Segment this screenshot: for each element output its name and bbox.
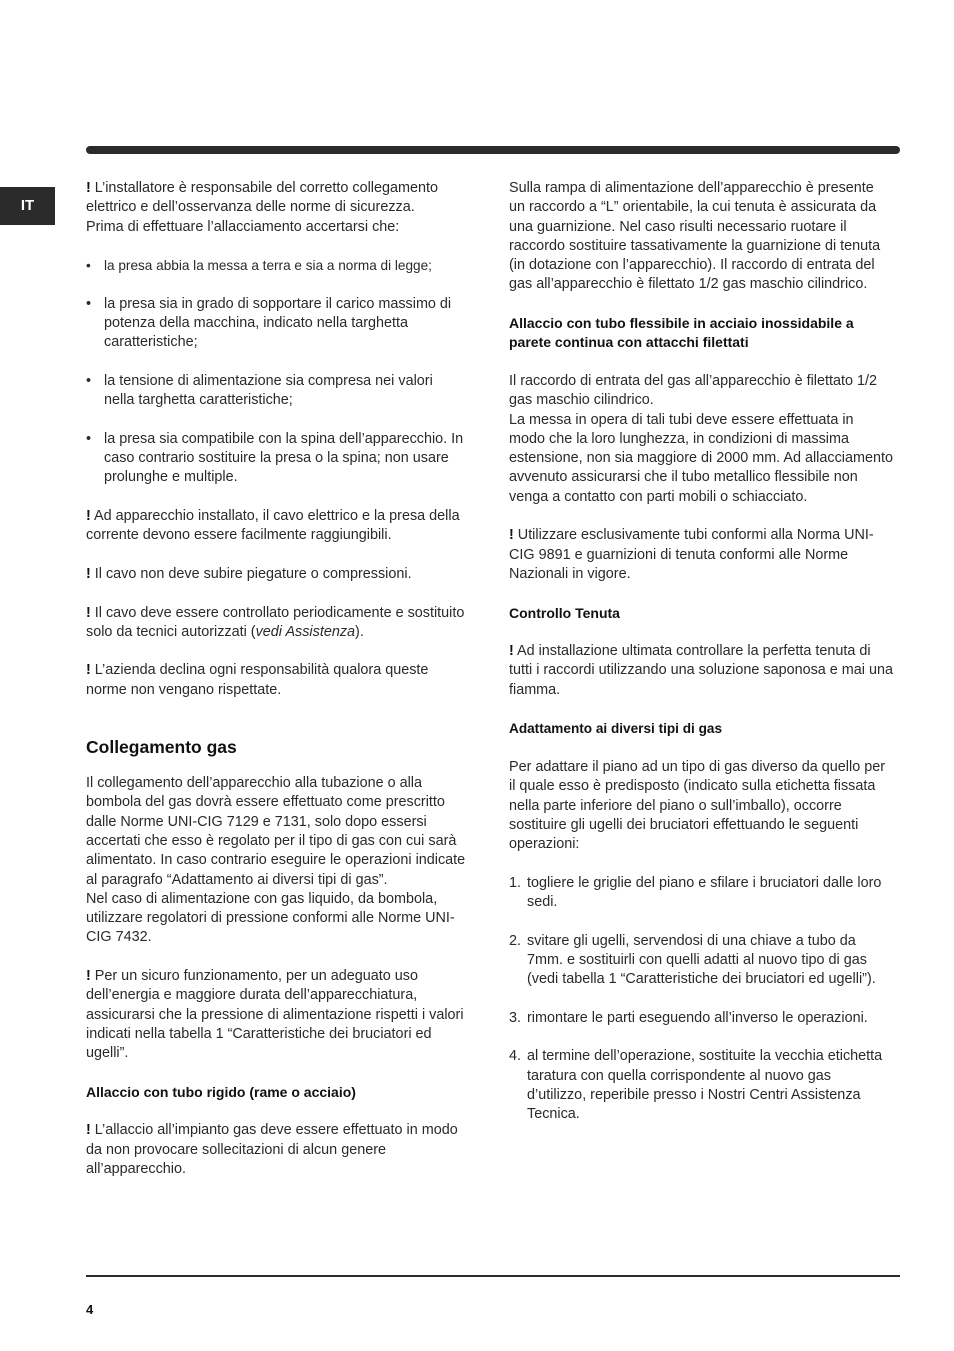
step-number: 1. (509, 874, 522, 891)
warning-mark: ! (509, 527, 514, 544)
step-item (509, 932, 893, 990)
left-column (86, 179, 466, 1179)
norm-warning (509, 526, 893, 584)
list-item: • la presa abbia la messa a terra e sia a norma di legge; (86, 258, 432, 274)
rigid-pipe-warning (86, 1121, 466, 1179)
step-item (509, 1009, 893, 1028)
step-item (509, 874, 893, 913)
step-number: 4. (509, 1048, 522, 1065)
installer-warning-text: L’installatore è responsabile del corretto collegamento elettrico e dell’osservanza delle norme di sicurezza. (86, 180, 438, 216)
language-tab (0, 187, 55, 225)
warning-mark: ! (86, 662, 91, 679)
bottom-rule (86, 1275, 900, 1277)
warning-mark: ! (86, 508, 91, 525)
list-item: • la tensione di alimentazione sia compresa nei valori nella targhetta caratteristiche; (86, 372, 433, 409)
warning-mark: ! (86, 180, 91, 196)
assistance-reference: vedi Assistenza (255, 623, 356, 640)
subheading-rigid-pipe: Allaccio con tubo rigido (rame o acciaio) (86, 1083, 356, 1100)
ramp-paragraph: Sulla rampa di alimentazione dell’apparecchio è presente un raccordo a “L” orientabile, la cui tenuta è assicurata da una guarnizione. Nel caso risulti necessario ruotare il raccordo sostituire tassativamente la guarnizione di tenuta (in dotazione con l’apparecchio). Il raccordo di entrata del gas all’apparecchio è filettato 1/2 gas maschio cilindrico. (509, 180, 881, 293)
warning-mark: ! (86, 967, 91, 984)
step-number: 3. (509, 1009, 522, 1026)
list-item-text: la presa abbia la messa a terra e sia a norma di legge; (104, 258, 432, 274)
list-item-text: la tensione di alimentazione sia compresa nei valori nella targhetta caratteristiche; (104, 372, 433, 409)
subheading-leak-check: Controllo Tenuta (509, 604, 620, 621)
cable-check-warning (86, 604, 466, 643)
warning-text: Per un sicuro funzionamento, per un adeguato uso dell’energia e maggiore durata dell’apparecchiatura, assicurarsi che la pressione di alimentazione rispetti i valori indicati nella tabella 1 “Caratteristiche dei bruciatori ed ugelli”. (86, 967, 464, 1062)
subheading-gas-adaptation: Adattamento ai diversi tipi di gas (509, 721, 723, 737)
flex-inlet-paragraph: Il raccordo di entrata del gas all’apparecchio è filettato 1/2 gas maschio cilindrico. (509, 372, 877, 409)
lpg-paragraph: Nel caso di alimentazione con gas liquido, da bombola, utilizzare regolatori di pressione conformi alle Norme UNI-CIG 7432. (86, 890, 455, 946)
pre-connection-intro: Prima di effettuare l’allacciamento accertarsi che: (86, 218, 400, 235)
list-item: • la presa sia compatibile con la spina dell’apparecchio. In caso contrario sostituire la presa o la spina; non usare prolunghe e multiple. (86, 430, 464, 486)
page-number: 4 (86, 1302, 94, 1317)
flex-install-paragraph: La messa in opera di tali tubi deve essere effettuata in modo che la loro lunghezza, in condizioni di massima estensione, non sia maggiore di 2000 mm. Ad allacciamento avvenuto assicurarsi che il tubo metallico flessibile non venga a contatto con parti mobili o schiacciato. (509, 411, 893, 505)
cable-bend-warning (86, 565, 466, 584)
adaptation-paragraph: Per adattare il piano ad un tipo di gas diverso da quello per il quale esso è predisposto (indicato sulla etichetta fissata nella parte inferiore del piano o sull’imballo), occorre sostituire gli ugelli dei bruciatori effettuando le seguenti operazioni: (509, 758, 886, 853)
warning-mark: ! (509, 643, 514, 660)
pressure-warning (86, 967, 466, 1063)
language-label: IT (20, 197, 35, 215)
step-text: svitare gli ugelli, servendosi di una chiave a tubo da 7mm. e sostituirli con quelli adatti al nuovo tipo di gas (vedi tabella 1 “Caratteristiche dei bruciatori ed ugelli”). (527, 932, 876, 988)
leak-check-warning (509, 642, 893, 700)
warning-text: Ad apparecchio installato, il cavo elettrico e la presa della corrente devono essere facilmente raggiungibili. (86, 508, 460, 544)
subheading-flexible-pipe: Allaccio con tubo flessibile in acciaio inossidabile a parete continua con attacchi filettati (509, 315, 854, 351)
warning-text: Il cavo deve essere controllato periodicamente e sostituito solo da tecnici autorizzati ( (86, 604, 465, 640)
warning-text: Il cavo non deve subire piegature o compressioni. (90, 565, 412, 582)
warning-text: L’azienda declina ogni responsabilità qualora queste norme non vengano rispettate. (86, 662, 429, 698)
warning-text-end: ). (355, 623, 364, 640)
right-column (509, 179, 893, 1125)
installer-warning (86, 179, 466, 218)
step-number: 2. (509, 932, 522, 949)
step-text: togliere le griglie del piano e sfilare i bruciatori dalle loro sedi. (527, 874, 882, 910)
warning-text: Ad installazione ultimata controllare la perfetta tenuta di tutti i raccordi utilizzando una soluzione saponosa e mai una fiamma. (509, 643, 893, 698)
liability-warning (86, 661, 466, 700)
list-item-text: la presa sia compatibile con la spina dell’apparecchio. In caso contrario sostituire la presa o la spina; non usare prolunghe e multiple. (104, 430, 464, 486)
list-item: • la presa sia in grado di sopportare il carico massimo di potenza della macchina, indicato nella targhetta caratteristiche; (86, 295, 452, 351)
list-item-text: la presa sia in grado di sopportare il carico massimo di potenza della macchina, indicato nella targhetta caratteristiche; (104, 295, 452, 351)
warning-text: Utilizzare esclusivamente tubi conformi alla Norma UNI-CIG 9891 e guarnizioni di tenuta conformi alle Norme Nazionali in vigore. (509, 527, 874, 582)
warning-text: L’allaccio all’impianto gas deve essere effettuato in modo da non provocare sollecitazioni di alcun genere all’apparecchio. (86, 1122, 458, 1177)
step-item (509, 1047, 893, 1124)
gas-connection-paragraph: Il collegamento dell’apparecchio alla tubazione o alla bombola del gas dovrà essere effettuato come prescritto dalle Norme UNI-CIG 7129 e 7131, solo dopo essersi accertati che esso è regolato per il tipo di gas con cui sarà alimentato. In caso contrario eseguire le operazioni indicate al paragrafo “Adattamento ai diversi tipi di gas”. (86, 775, 466, 888)
section-heading-gas: Collegamento gas (86, 737, 237, 758)
top-rule (86, 146, 900, 154)
warning-mark: ! (86, 604, 91, 621)
warning-mark: ! (86, 565, 91, 582)
cable-access-warning (86, 507, 466, 546)
step-text: al termine dell’operazione, sostituite la vecchia etichetta taratura con quella corrispondente al nuovo gas d’utilizzo, reperibile presso i Nostri Centri Assistenza Tecnica. (527, 1048, 883, 1123)
step-text: rimontare le parti eseguendo all’inverso le operazioni. (527, 1009, 868, 1026)
warning-mark: ! (86, 1122, 91, 1139)
